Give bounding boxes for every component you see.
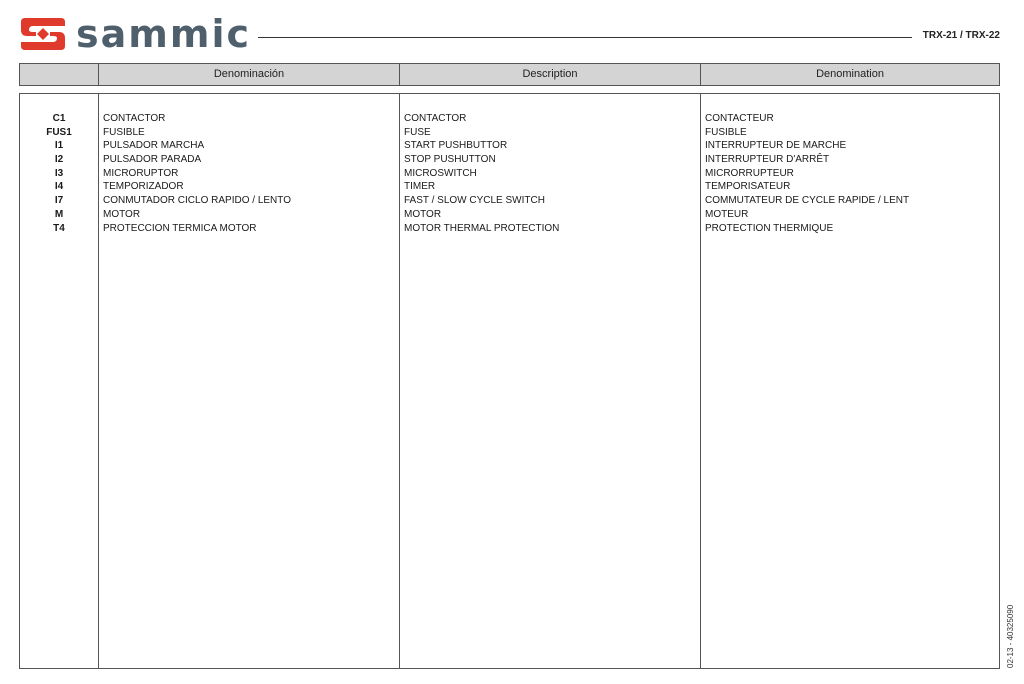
table-row-code: I7 — [54, 195, 64, 207]
brand-wordmark: sammic — [76, 12, 252, 56]
table-row-code: I3 — [54, 167, 64, 179]
table-row-es: FUSIBLE — [103, 126, 145, 138]
table-row-es: PROTECCION TERMICA MOTOR — [103, 222, 257, 234]
table-row-en: START PUSHBUTTOR — [404, 140, 508, 152]
component-table — [19, 93, 1000, 669]
table-row-en: FAST / SLOW CYCLE SWITCH — [404, 195, 545, 207]
table-row-en: MOTOR — [404, 208, 442, 220]
table-row-code: I1 — [54, 140, 64, 152]
header-code — [20, 64, 98, 85]
table-row-fr: TEMPORISATEUR — [705, 181, 791, 193]
table-row-fr: MOTEUR — [705, 208, 749, 220]
table-row-es: PULSADOR PARADA — [103, 154, 202, 166]
table-row-code: FUS1 — [46, 126, 72, 138]
table-row-es: CONMUTADOR CICLO RAPIDO / LENTO — [103, 195, 291, 207]
table-row-fr: CONTACTEUR — [705, 113, 774, 124]
table-row-en: TIMER — [404, 181, 436, 193]
table-row-es: CONTACTOR — [103, 113, 166, 124]
table-row-fr: INTERRUPTEUR D'ARRÊT — [705, 154, 830, 166]
table-row-code: I4 — [54, 181, 64, 193]
table-row-es: MOTOR — [103, 208, 141, 220]
table-row-en: MICROSWITCH — [404, 167, 477, 179]
code-column — [20, 94, 98, 668]
spanish-column — [98, 94, 399, 668]
table-row-fr: FUSIBLE — [705, 126, 747, 138]
table-row-fr: COMMUTATEUR DE CYCLE RAPIDE / LENT — [705, 195, 910, 207]
table-row-code: C1 — [52, 113, 66, 124]
table-row-fr: MICRORRUPTEUR — [705, 167, 794, 179]
table-row-code: I2 — [54, 154, 64, 166]
table-header — [19, 63, 1000, 86]
document-reference: 02-13 - 40325090 — [1006, 604, 1015, 668]
english-column — [399, 94, 700, 668]
header-rule — [258, 37, 912, 38]
table-row-en: STOP PUSHUTTON — [404, 154, 496, 166]
table-row-es: PULSADOR MARCHA — [103, 140, 205, 152]
table-row-code: M — [54, 208, 64, 220]
table-row-fr: PROTECTION THERMIQUE — [705, 222, 834, 234]
header-description: Description — [399, 64, 700, 85]
header-denominacion: Denominación — [98, 64, 399, 85]
table-row-es: TEMPORIZADOR — [103, 181, 184, 193]
sammic-mark-icon — [19, 14, 67, 54]
brand-logo — [19, 12, 259, 56]
model-label: TRX-21 / TRX-22 — [922, 30, 1000, 41]
table-row-code: T4 — [53, 222, 65, 234]
table-row-es: MICRORUPTOR — [103, 167, 179, 179]
table-row-en: FUSE — [404, 126, 431, 138]
table-row-en: MOTOR THERMAL PROTECTION — [404, 222, 560, 234]
table-row-fr: INTERRUPTEUR DE MARCHE — [705, 140, 847, 152]
table-row-en: CONTACTOR — [404, 113, 467, 124]
french-column — [700, 94, 999, 668]
header-denomination: Denomination — [700, 64, 999, 85]
